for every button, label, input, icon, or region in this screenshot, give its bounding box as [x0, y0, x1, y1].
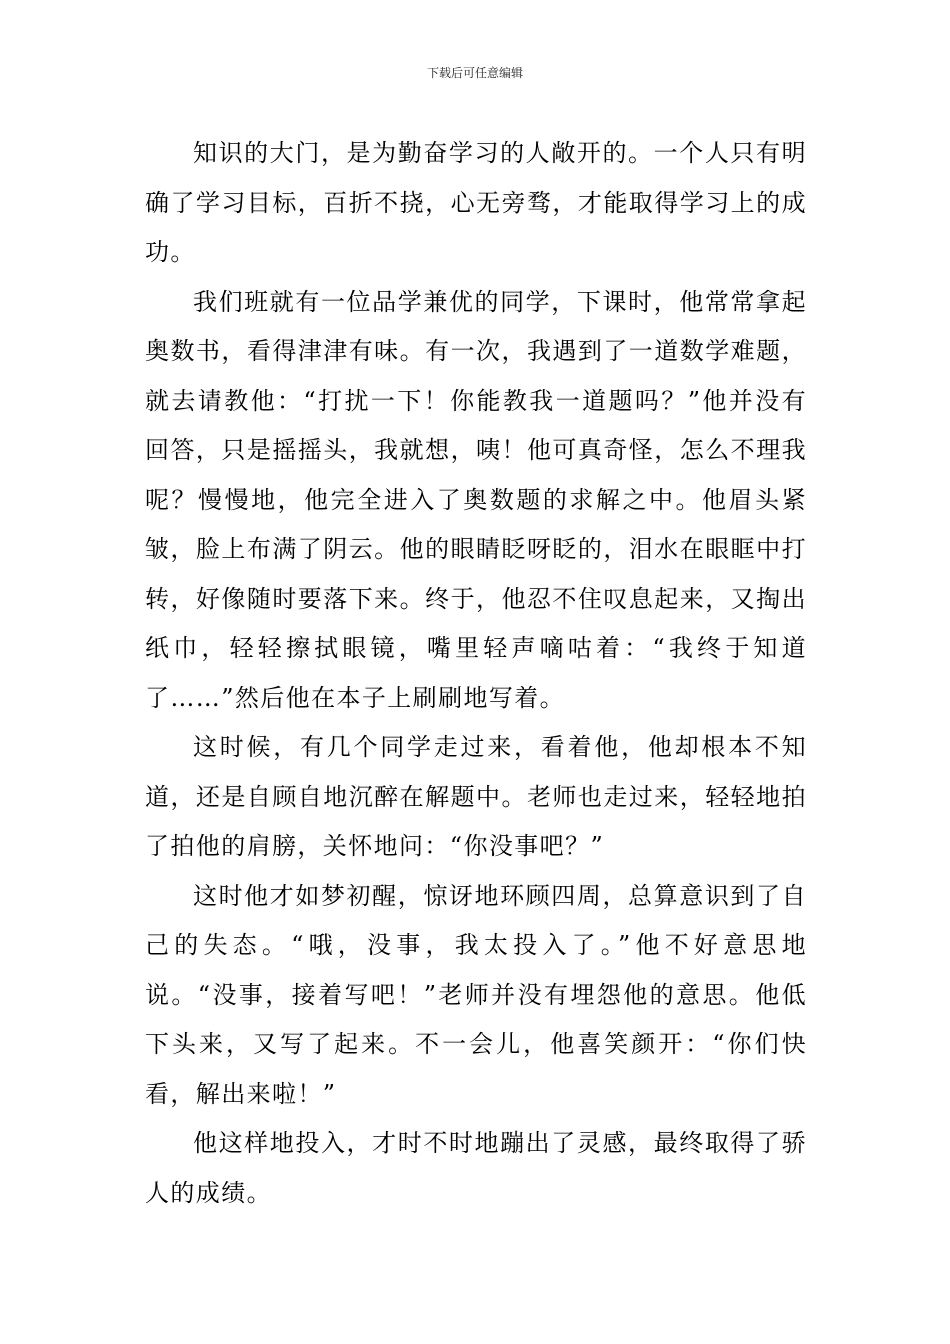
paragraph-4: 这时他才如梦初醒，惊讶地环顾四周，总算意识到了自己的失态。“哦，没事，我太投入了。”他不好意思地说。“没事，接着写吧！”老师并没有埋怨他的意思。他低下头来，又写了起来。不一会儿，他喜笑颜开：“你们快看，解出来啦！” [145, 881, 807, 1108]
paragraph-3: 这时候，有几个同学走过来，看着他，他却根本不知道，还是自顾自地沉醉在解题中。老师也走过来，轻轻地拍了拍他的肩膀，关怀地问：“你没事吧？” [145, 733, 807, 860]
page-header: 下载后可任意编辑 [426, 66, 523, 80]
paragraph-1: 知识的大门，是为勤奋学习的人敞开的。一个人只有明确了学习目标，百折不挠，心无旁骛，才能取得学习上的成功。 [145, 139, 807, 266]
paragraph-2: 我们班就有一位品学兼优的同学，下课时，他常常拿起奥数书，看得津津有味。有一次，我遇到了一道数学难题，就去请教他：“打扰一下！你能教我一道题吗？”他并没有回答，只是摇摇头，我就想，咦！他可真奇怪，怎么不理我呢？慢慢地，他完全进入了奥数题的求解之中。他眉头紧皱，脸上布满了阴云。他的眼睛眨呀眨的，泪水在眼眶中打转，好像随时要落下来。终于，他忍不住叹息起来，又掏出纸巾，轻轻擦拭眼镜，嘴里轻声嘀咕着：“我终于知道了……”然后他在本子上刷刷地写着。 [145, 287, 807, 712]
paragraph-5: 他这样地投入，才时不时地蹦出了灵感，最终取得了骄人的成绩。 [145, 1129, 807, 1207]
essay-body [145, 129, 807, 1218]
